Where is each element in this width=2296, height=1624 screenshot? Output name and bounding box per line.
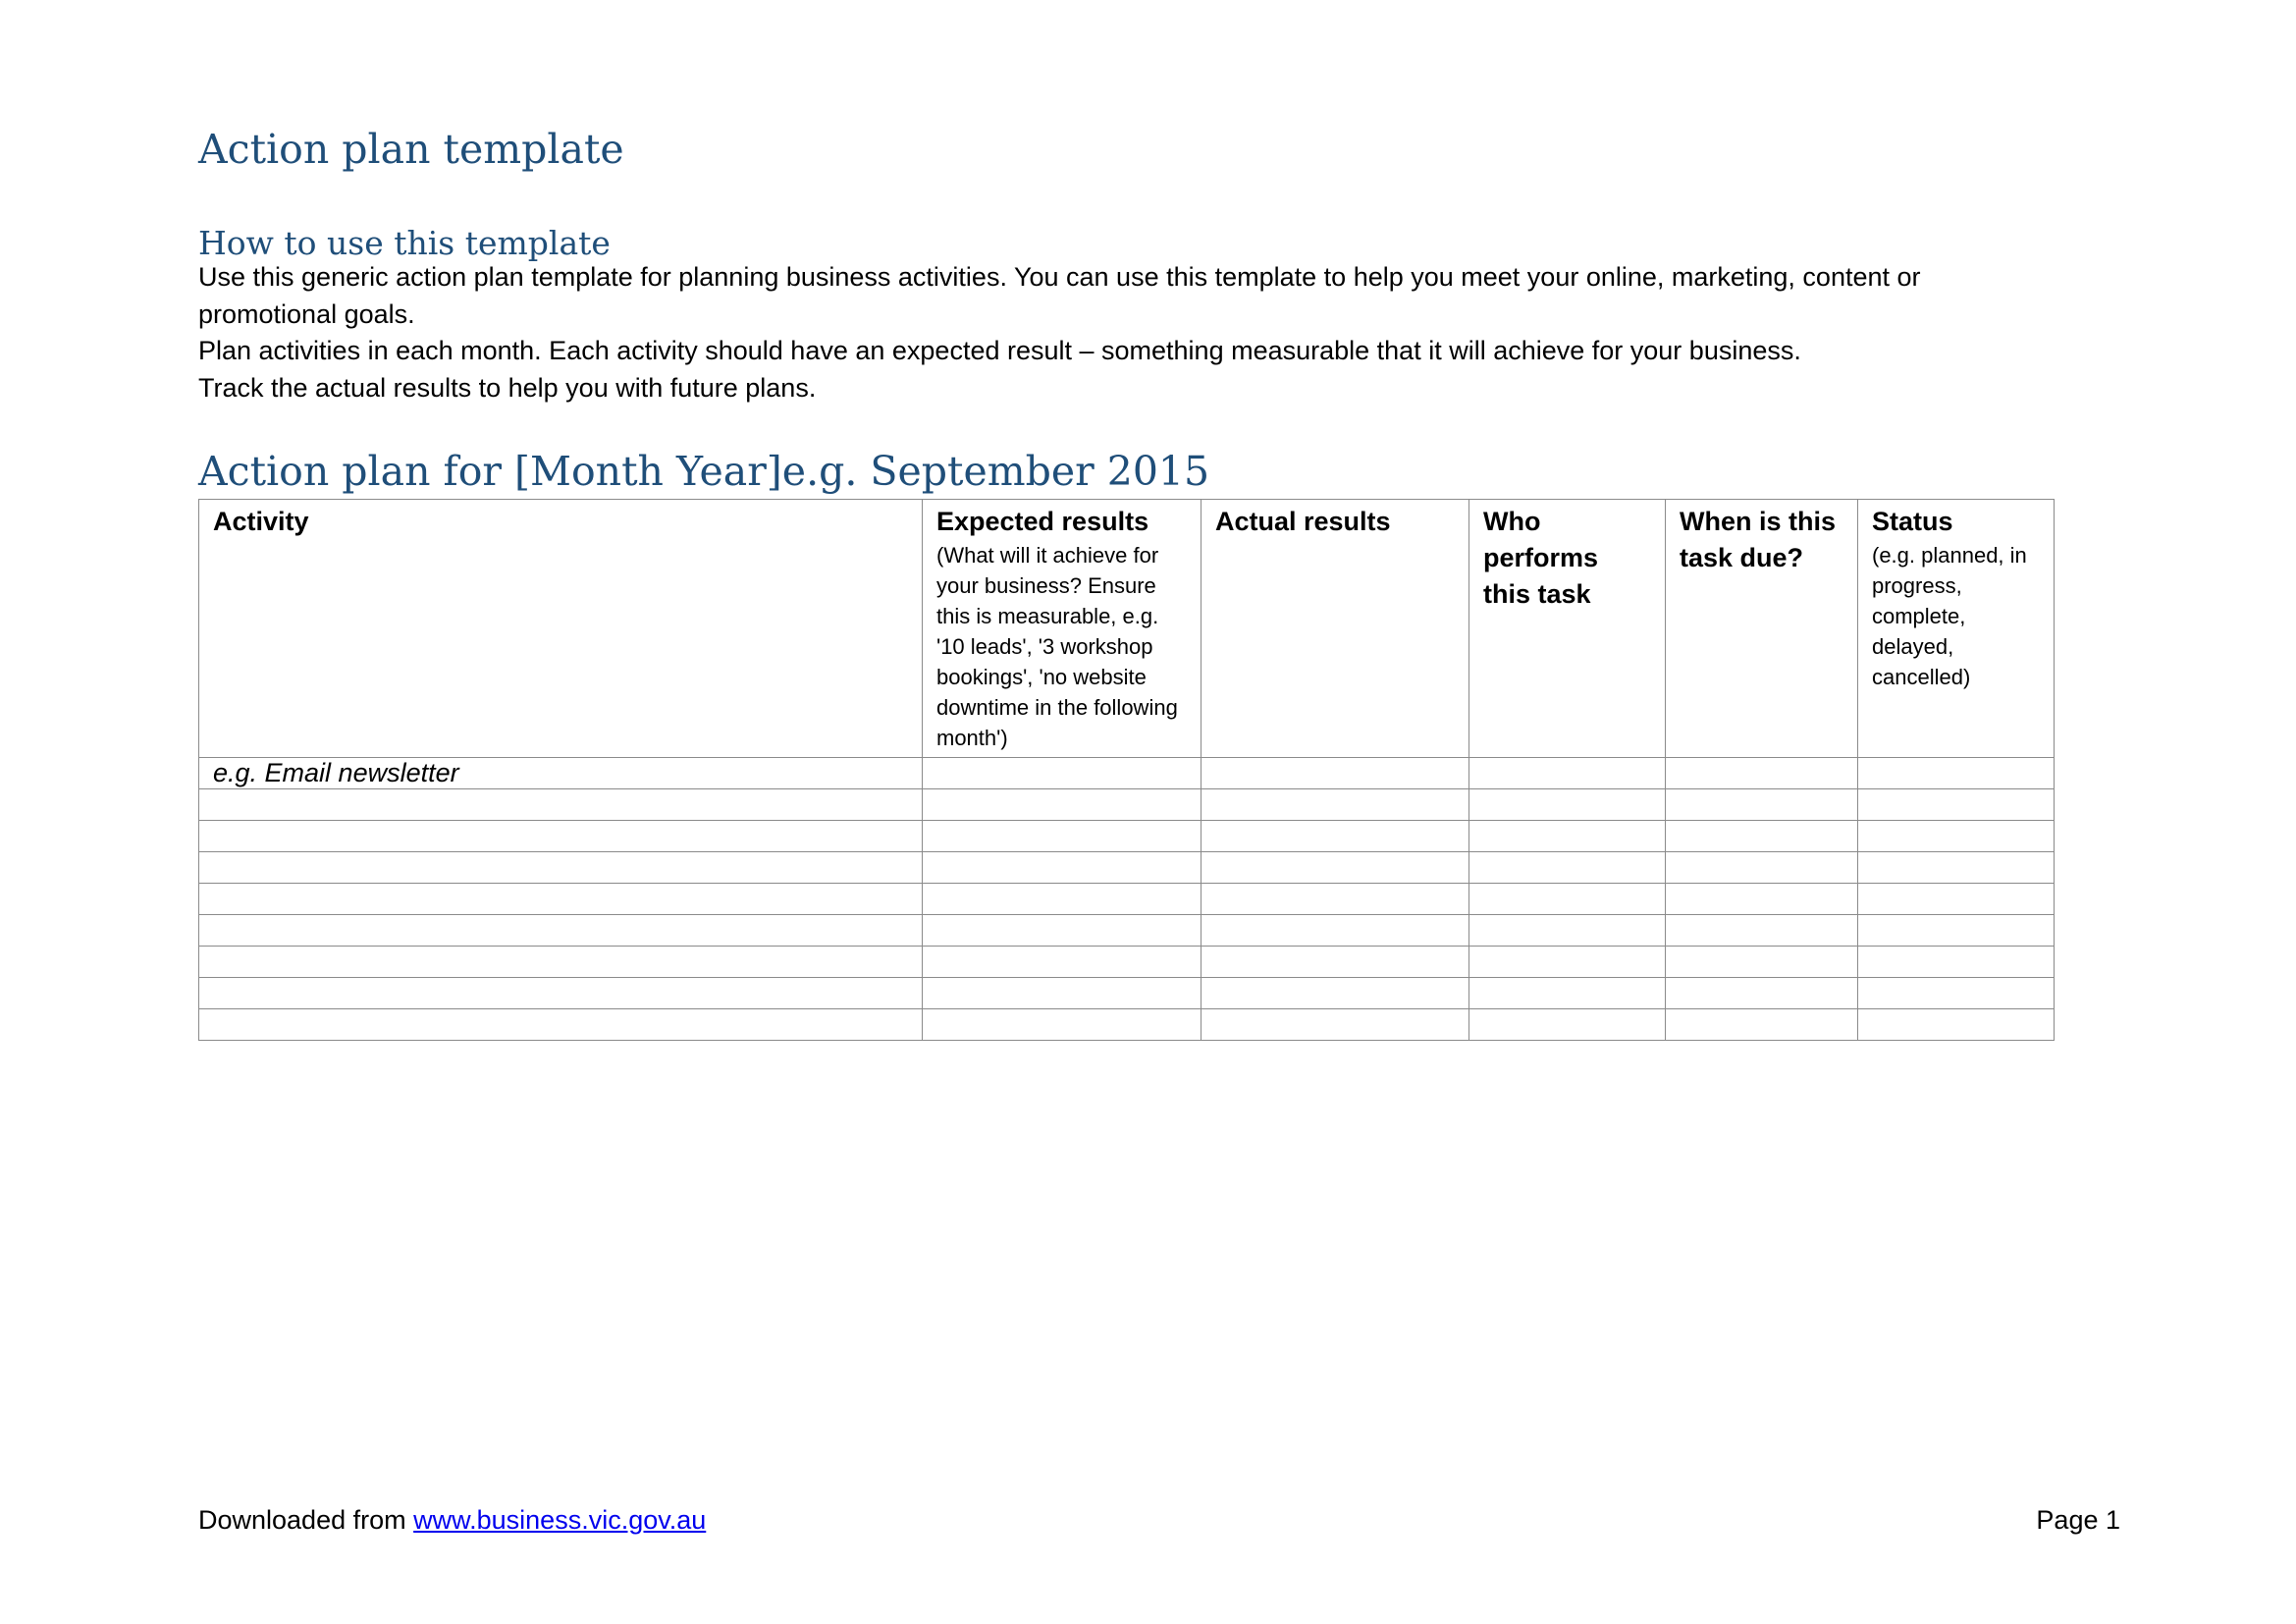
table-cell[interactable] <box>1469 915 1666 947</box>
column-title: Actual results <box>1215 507 1391 536</box>
column-header-expected-results <box>923 500 1201 758</box>
column-header-who <box>1469 500 1666 758</box>
table-cell[interactable] <box>923 852 1201 884</box>
table-cell[interactable] <box>1469 758 1666 789</box>
table-row <box>199 789 2055 821</box>
table-cell[interactable] <box>923 758 1201 789</box>
table-row <box>199 821 2055 852</box>
table-cell[interactable] <box>923 915 1201 947</box>
table-cell[interactable] <box>1201 915 1469 947</box>
column-hint: (e.g. planned, in progress, complete, delayed, cancelled) <box>1872 543 2027 689</box>
table-cell[interactable] <box>1666 758 1858 789</box>
table-cell[interactable] <box>1469 978 1666 1009</box>
table-cell[interactable] <box>1858 884 2055 915</box>
table-row <box>199 1009 2055 1041</box>
table-cell[interactable] <box>1858 789 2055 821</box>
table-cell[interactable] <box>1858 1009 2055 1041</box>
table-cell[interactable] <box>199 1009 923 1041</box>
table-cell[interactable] <box>1469 884 1666 915</box>
table-cell[interactable] <box>199 789 923 821</box>
table-cell[interactable] <box>1858 821 2055 852</box>
table-cell[interactable] <box>1201 821 1469 852</box>
table-cell[interactable] <box>1666 947 1858 978</box>
action-plan-heading: Action plan for [Month Year]e.g. September 2015 <box>198 448 1210 495</box>
table-body <box>199 758 2055 1041</box>
footer-source <box>198 1502 706 1538</box>
table-header-row <box>199 500 2055 758</box>
table-cell[interactable] <box>923 884 1201 915</box>
column-title: Who performs this task <box>1483 507 1599 609</box>
table-cell[interactable] <box>1666 1009 1858 1041</box>
table-cell[interactable] <box>1201 884 1469 915</box>
column-header-status <box>1858 500 2055 758</box>
table-row <box>199 758 2055 789</box>
table-cell[interactable] <box>1469 1009 1666 1041</box>
table-cell[interactable] <box>1666 789 1858 821</box>
table-cell[interactable] <box>199 821 923 852</box>
table-cell[interactable] <box>1858 758 2055 789</box>
intro-paragraph: Plan activities in each month. Each activity should have an expected result – something measurable that it will achieve for your business. <box>198 336 1801 365</box>
table-cell[interactable] <box>923 978 1201 1009</box>
table-row <box>199 978 2055 1009</box>
how-to-heading: How to use this template <box>198 224 611 262</box>
table-cell[interactable] <box>1201 947 1469 978</box>
column-title: When is this task due? <box>1680 507 1837 572</box>
table-row <box>199 915 2055 947</box>
footer-link[interactable]: www.business.vic.gov.au <box>413 1505 707 1535</box>
document-title: Action plan template <box>198 126 624 173</box>
how-to-body <box>198 259 2063 406</box>
page-number: Page 1 <box>2036 1505 2120 1535</box>
table-cell[interactable] <box>199 884 923 915</box>
table-cell[interactable] <box>923 947 1201 978</box>
column-title: Activity <box>213 507 309 536</box>
document-page <box>198 0 2122 1624</box>
table-cell[interactable] <box>923 821 1201 852</box>
table-cell[interactable] <box>1858 852 2055 884</box>
table-cell[interactable] <box>199 915 923 947</box>
table-cell[interactable] <box>923 1009 1201 1041</box>
table-cell[interactable] <box>199 978 923 1009</box>
column-header-actual-results <box>1201 500 1469 758</box>
column-title: Status <box>1872 507 1953 536</box>
footer-prefix: Downloaded from <box>198 1505 414 1535</box>
table-cell[interactable] <box>1201 978 1469 1009</box>
column-title: Expected results <box>936 507 1149 536</box>
table-cell[interactable] <box>1858 947 2055 978</box>
table-cell[interactable] <box>1666 852 1858 884</box>
table-cell[interactable]: e.g. Email newsletter <box>199 758 923 789</box>
table-cell[interactable] <box>1469 789 1666 821</box>
column-hint: (What will it achieve for your business? Ensure this is measurable, e.g. '10 leads', '3 workshop bookings', 'no website downtime in the following month') <box>936 543 1178 750</box>
column-header-when <box>1666 500 1858 758</box>
column-header-activity <box>199 500 923 758</box>
table-row <box>199 852 2055 884</box>
table-cell[interactable] <box>1858 915 2055 947</box>
table-cell[interactable] <box>1201 852 1469 884</box>
table-cell[interactable] <box>1666 884 1858 915</box>
table-cell[interactable] <box>199 947 923 978</box>
table-cell[interactable] <box>1858 978 2055 1009</box>
table-cell[interactable] <box>1469 852 1666 884</box>
table-cell[interactable] <box>1666 821 1858 852</box>
table-cell[interactable] <box>923 789 1201 821</box>
table-cell[interactable] <box>1666 978 1858 1009</box>
table-cell[interactable] <box>1201 1009 1469 1041</box>
table-cell[interactable] <box>1201 758 1469 789</box>
intro-paragraph: Track the actual results to help you with future plans. <box>198 372 817 403</box>
table-cell[interactable] <box>1469 947 1666 978</box>
intro-paragraph: Use this generic action plan template for planning business activities. You can use this template to help you meet your online, marketing, content or promotional goals. <box>198 262 1921 329</box>
table-row <box>199 947 2055 978</box>
table-cell[interactable] <box>1201 789 1469 821</box>
table-cell[interactable] <box>1469 821 1666 852</box>
table-cell[interactable] <box>199 852 923 884</box>
action-plan-table <box>198 499 2055 1041</box>
table-cell[interactable] <box>1666 915 1858 947</box>
table-row <box>199 884 2055 915</box>
